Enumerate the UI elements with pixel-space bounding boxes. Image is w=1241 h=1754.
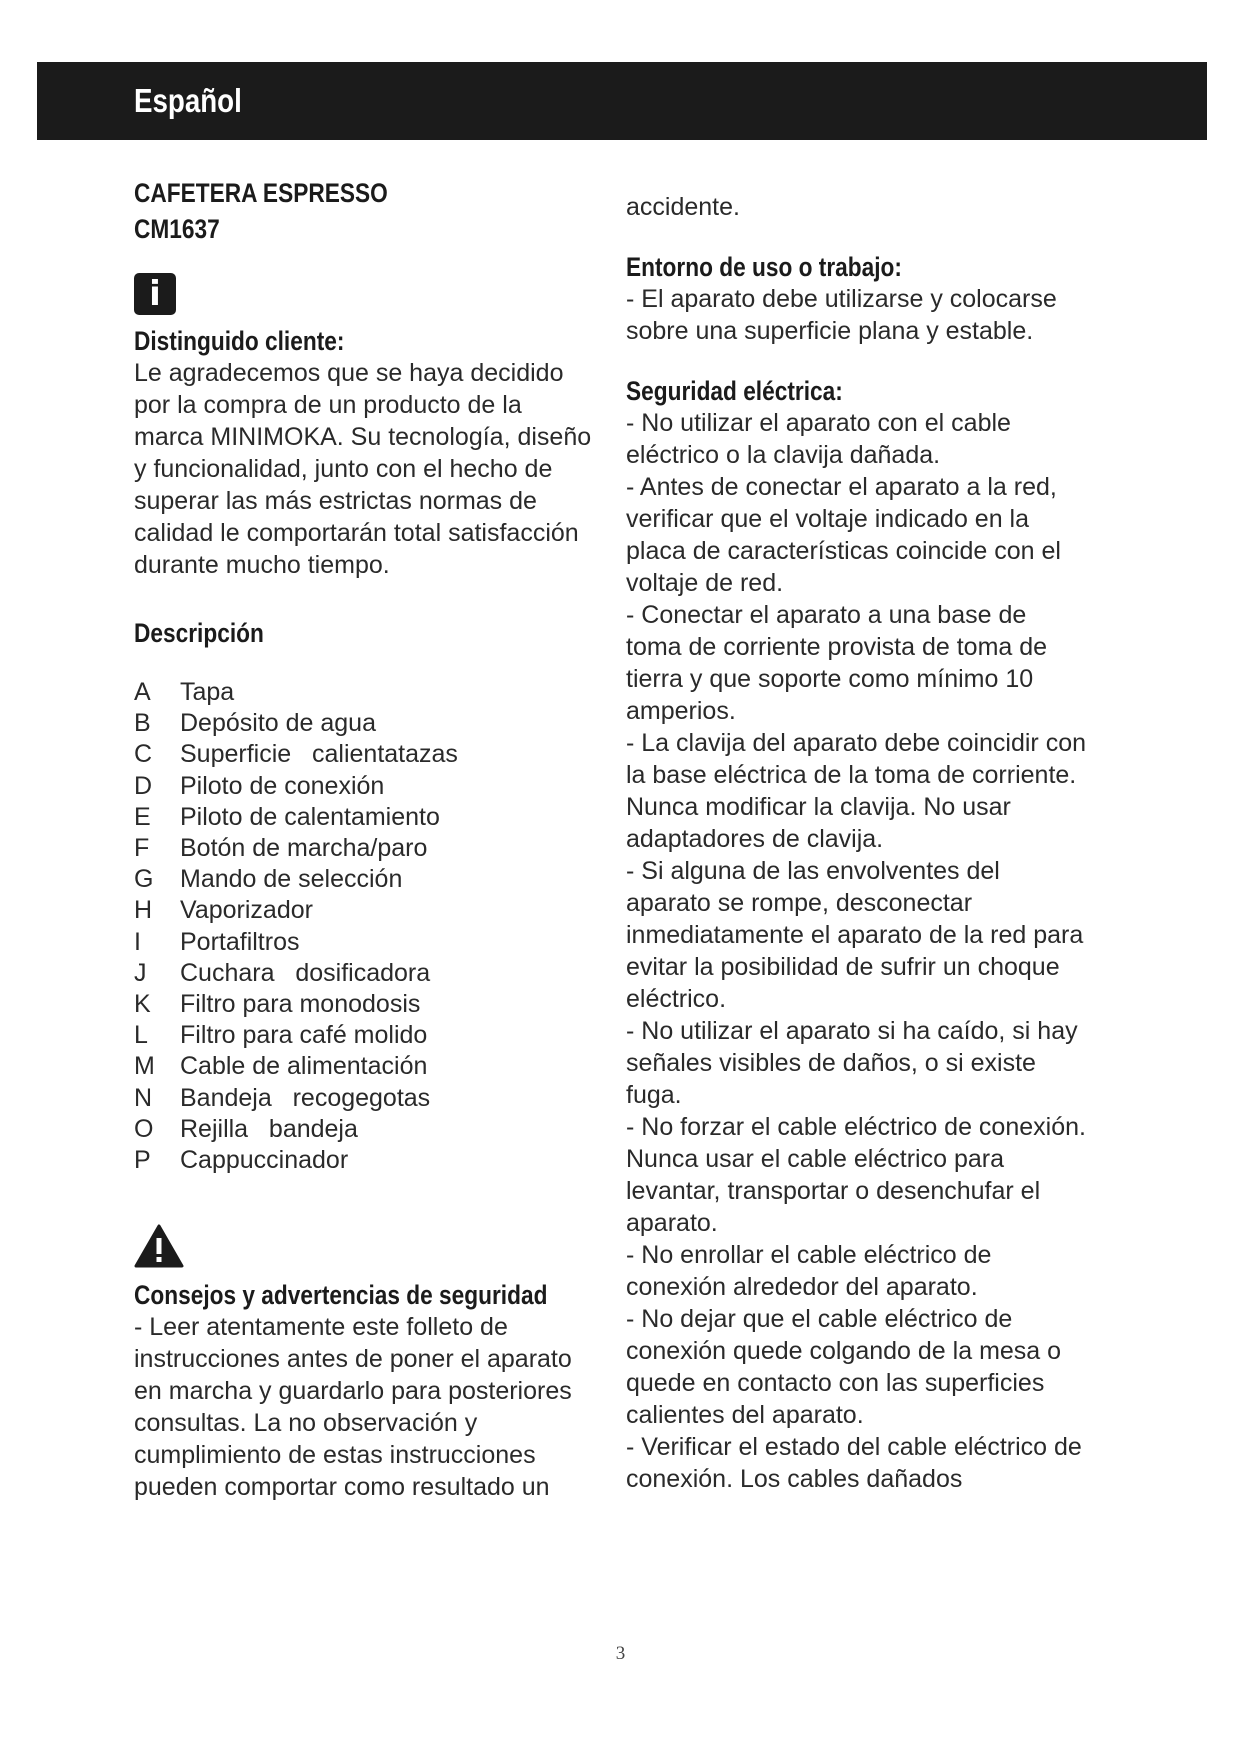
safety-text: - Leer atentamente este folleto de instrucciones antes de poner el aparato en marcha y guardarlo para posteriores consultas. La no observación y cumplimiento de estas instrucciones pueden comportar como resultado un — [134, 1313, 572, 1502]
parts-list-item — [134, 895, 594, 926]
electrical-item: - Conectar el aparato a una base de toma de corriente provista de toma de tierra y que soporte como mínimo 10 amperios. — [626, 601, 1048, 725]
safety-heading: Consejos y advertencias de seguridad — [134, 1280, 548, 1311]
parts-list-item — [134, 989, 594, 1020]
parts-list-item — [134, 1020, 594, 1051]
part-name: Depósito de agua — [180, 709, 376, 738]
part-letter: F — [134, 834, 150, 863]
part-name: Cappuccinador — [180, 1146, 349, 1175]
electrical-item: - La clavija del aparato debe coincidir con la base eléctrica de la toma de corriente. Nunca modificar la clavija. No usar adaptadores de clavija. — [626, 729, 1086, 853]
part-letter: P — [134, 1146, 151, 1175]
environment-heading: Entorno de uso o trabajo: — [626, 252, 902, 282]
part-name: Bandeja recogegotas — [180, 1083, 431, 1112]
parts-list-item — [134, 833, 594, 864]
part-letter: M — [134, 1052, 155, 1081]
part-name: Filtro para monodosis — [180, 990, 421, 1019]
parts-list-item — [134, 1083, 594, 1114]
part-name: Piloto de calentamiento — [180, 802, 440, 831]
part-letter: C — [134, 740, 153, 769]
environment-text: - El aparato debe utilizarse y colocarse sobre una superficie plana y estable. — [626, 285, 1057, 345]
description-heading: Descripción — [134, 618, 264, 648]
continuation-text: accidente. — [626, 193, 740, 221]
parts-list-item — [134, 708, 594, 739]
electrical-item: - No utilizar el aparato con el cable eléctrico o la clavija dañada. — [626, 409, 1011, 469]
warning-icon — [134, 1224, 184, 1268]
electrical-item: - Verificar el estado del cable eléctrico de conexión. Los cables dañados — [626, 1433, 1082, 1493]
language-title: Español — [134, 82, 242, 119]
part-letter: O — [134, 1114, 154, 1143]
electrical-item: - No dejar que el cable eléctrico de conexión quede colgando de la mesa o quede en contacto con las superficies calientes del aparato. — [626, 1305, 1062, 1429]
part-name: Portafiltros — [180, 927, 300, 956]
part-letter: I — [134, 927, 141, 956]
page-number: 3 — [615, 1643, 626, 1664]
parts-list-item — [134, 864, 594, 895]
language-header-bar — [37, 62, 1207, 140]
electrical-items — [626, 407, 1086, 1495]
parts-list-item — [134, 1051, 594, 1082]
parts-list-item — [134, 1114, 594, 1145]
parts-list-item — [134, 802, 594, 833]
part-letter: B — [134, 709, 151, 738]
part-letter: L — [134, 1021, 148, 1050]
parts-list-item — [134, 958, 594, 989]
part-name: Filtro para café molido — [180, 1021, 428, 1050]
part-name: Vaporizador — [180, 896, 313, 925]
electrical-item: - No enrollar el cable eléctrico de conexión alrededor del aparato. — [626, 1241, 992, 1301]
greeting-text: Le agradecemos que se haya decidido por la compra de un producto de la marca MINIMOKA. Su tecnología, diseño y funcionalidad, junto con el hecho de superar las más estrictas normas de calidad le comportarán total satisfacción durante mucho tiempo. — [134, 359, 592, 579]
product-title-line1: CAFETERA ESPRESSO — [134, 178, 388, 208]
part-letter: J — [134, 958, 147, 987]
greeting-heading: Distinguido cliente: — [134, 326, 345, 356]
parts-list — [134, 677, 594, 1176]
info-icon: i — [134, 273, 176, 315]
part-letter: E — [134, 802, 151, 831]
part-letter: D — [134, 771, 153, 800]
part-name: Mando de selección — [180, 865, 403, 894]
part-letter: N — [134, 1083, 153, 1112]
part-letter: H — [134, 896, 153, 925]
part-name: Cable de alimentación — [180, 1052, 428, 1081]
parts-list-item — [134, 1145, 594, 1176]
part-name: Piloto de conexión — [180, 771, 385, 800]
parts-list-item — [134, 927, 594, 958]
part-letter: A — [134, 678, 151, 706]
part-name: Botón de marcha/paro — [180, 834, 428, 863]
electrical-item: - No forzar el cable eléctrico de conexión. Nunca usar el cable eléctrico para levantar, transportar o desenchufar el aparato. — [626, 1113, 1086, 1237]
part-name: Tapa — [180, 678, 235, 706]
part-name: Rejilla bandeja — [180, 1114, 358, 1143]
electrical-item: - No utilizar el aparato si ha caído, si hay señales visibles de daños, o si existe fuga. — [626, 1017, 1078, 1109]
part-name: Superficie calientatazas — [180, 740, 458, 769]
part-name: Cuchara dosificadora — [180, 958, 431, 987]
right-column — [626, 175, 1086, 1495]
electrical-heading: Seguridad eléctrica: — [626, 376, 843, 406]
electrical-item: - Antes de conectar el aparato a la red, verificar que el voltaje indicado en la placa de características coincide con el voltaje de red. — [626, 473, 1061, 597]
product-title-line2: CM1637 — [134, 214, 220, 244]
part-letter: G — [134, 865, 154, 894]
electrical-item: - Si alguna de las envolventes del aparato se rompe, desconectar inmediatamente el aparato de la red para evitar la posibilidad de sufrir un choque eléctrico. — [626, 857, 1084, 1013]
parts-list-item — [134, 771, 594, 802]
parts-list-item — [134, 677, 594, 708]
part-letter: K — [134, 990, 151, 1019]
parts-list-item — [134, 739, 594, 770]
left-column — [134, 175, 594, 1503]
